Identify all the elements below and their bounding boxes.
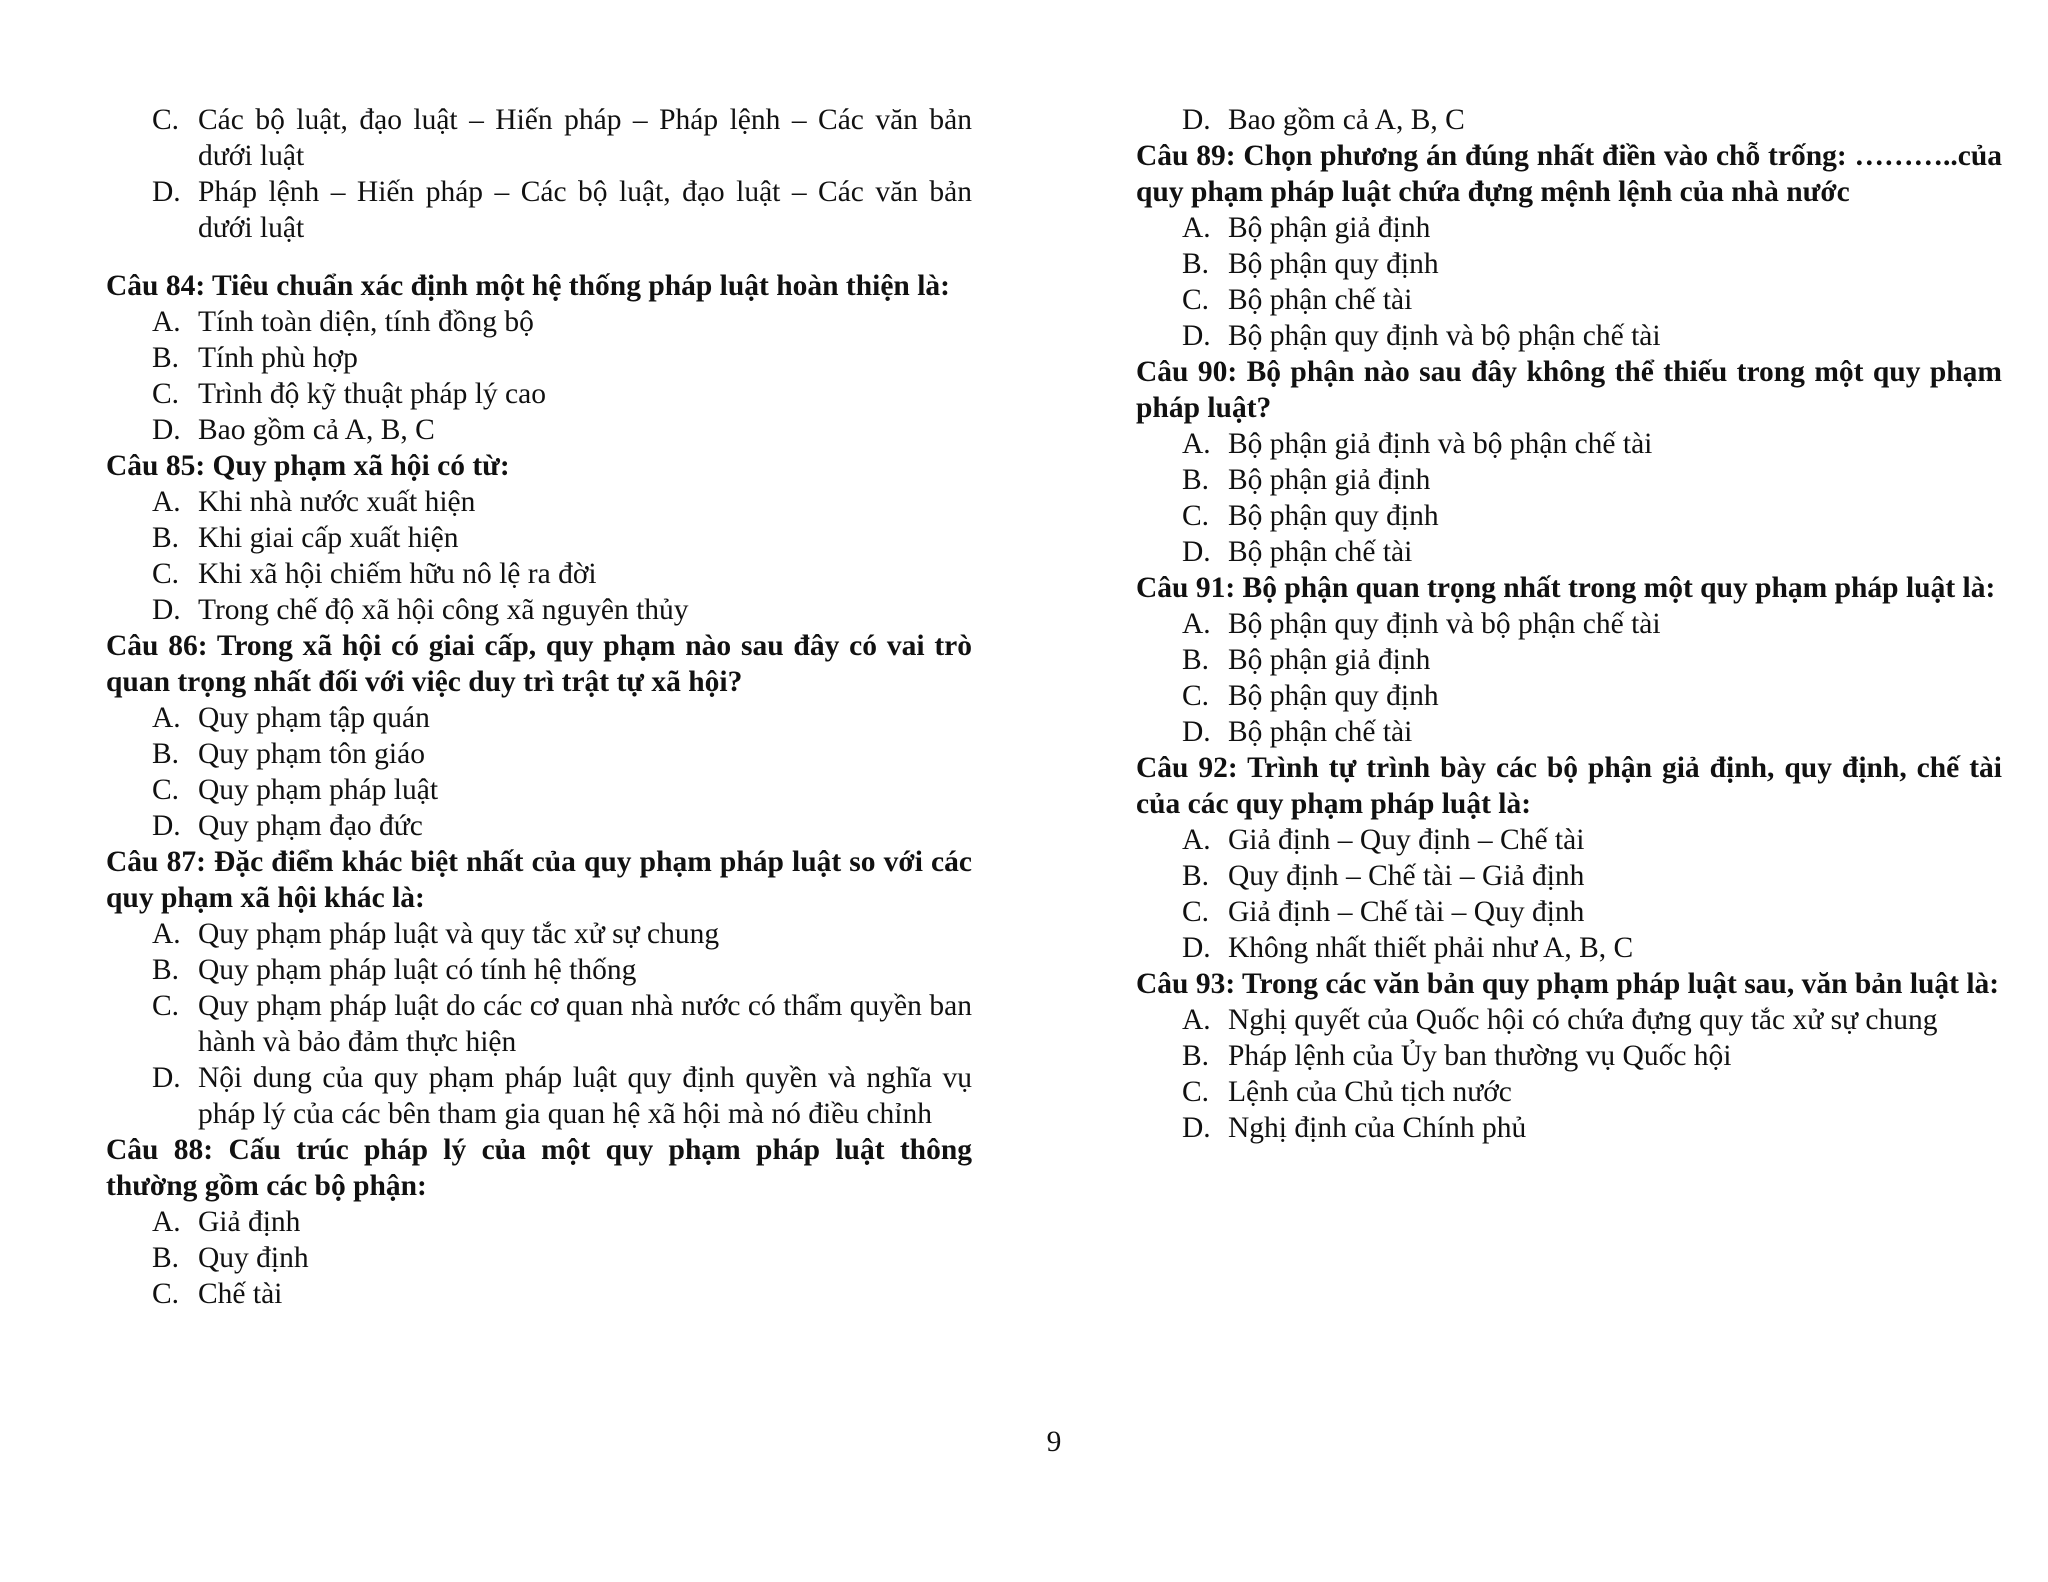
option-letter: B. bbox=[1182, 860, 1210, 892]
q90-option-b bbox=[1136, 462, 2002, 498]
option-text: Các bộ luật, đạo luật – Hiến pháp – Pháp lệnh – Các văn bản dưới luật bbox=[198, 104, 972, 172]
q93-option-b bbox=[1136, 1038, 2002, 1074]
q89-option-c bbox=[1136, 282, 2002, 318]
q89-option-b bbox=[1136, 246, 2002, 282]
option-text: Bộ phận quy định và bộ phận chế tài bbox=[1228, 320, 1661, 352]
option-letter: D. bbox=[1182, 716, 1211, 748]
q85-option-a bbox=[106, 484, 972, 520]
option-text: Tính phù hợp bbox=[198, 342, 358, 374]
q93-option-a bbox=[1136, 1002, 2002, 1038]
q87-option-b bbox=[106, 952, 972, 988]
option-text: Quy phạm pháp luật và quy tắc xử sự chung bbox=[198, 918, 720, 950]
option-letter: A. bbox=[152, 306, 181, 338]
option-text: Trong chế độ xã hội công xã nguyên thủy bbox=[198, 594, 689, 626]
option-text: Lệnh của Chủ tịch nước bbox=[1228, 1076, 1512, 1108]
option-text: Nghị định của Chính phủ bbox=[1228, 1112, 1527, 1144]
q84-option-d bbox=[106, 412, 972, 448]
option-text: Nghị quyết của Quốc hội có chứa đựng quy tắc xử sự chung bbox=[1228, 1004, 1938, 1036]
option-letter: B. bbox=[152, 738, 180, 770]
option-text: Pháp lệnh của Ủy ban thường vụ Quốc hội bbox=[1228, 1040, 1732, 1072]
option-letter: C. bbox=[152, 774, 180, 806]
q86-option-b bbox=[106, 736, 972, 772]
option-text: Bộ phận quy định bbox=[1228, 248, 1439, 280]
q88-option-c bbox=[106, 1276, 972, 1312]
option-letter: B. bbox=[1182, 644, 1210, 676]
option-text: Quy phạm pháp luật do các cơ quan nhà nước có thẩm quyền ban hành và bảo đảm thực hiện bbox=[198, 990, 972, 1058]
question-93: Câu 93: Trong các văn bản quy phạm pháp luật sau, văn bản luật là: bbox=[1136, 968, 2000, 1000]
option-text: Khi giai cấp xuất hiện bbox=[198, 522, 459, 554]
q87-option-d bbox=[106, 1060, 972, 1132]
option-letter: D. bbox=[1182, 104, 1211, 136]
option-text: Bộ phận chế tài bbox=[1228, 284, 1413, 316]
option-text: Giả định – Chế tài – Quy định bbox=[1228, 896, 1585, 928]
option-text: Bộ phận quy định bbox=[1228, 680, 1439, 712]
q89-option-a bbox=[1136, 210, 2002, 246]
option-text: Quy phạm pháp luật bbox=[198, 774, 439, 806]
question-88: Câu 88: Cấu trúc pháp lý của một quy phạm pháp luật thông thường gồm các bộ phận: bbox=[106, 1134, 972, 1202]
option-text: Bao gồm cả A, B, C bbox=[1228, 104, 1465, 136]
q87-option-c bbox=[106, 988, 972, 1060]
option-letter: B. bbox=[152, 1242, 180, 1274]
q90-option-a bbox=[1136, 426, 2002, 462]
option-text: Bộ phận giả định bbox=[1228, 464, 1431, 496]
option-text: Bộ phận quy định bbox=[1228, 500, 1439, 532]
option-c-prev-question bbox=[106, 102, 972, 174]
option-text: Pháp lệnh – Hiến pháp – Các bộ luật, đạo luật – Các văn bản dưới luật bbox=[198, 176, 972, 244]
question-92: Câu 92: Trình tự trình bày các bộ phận giả định, quy định, chế tài của các quy phạm pháp luật là: bbox=[1136, 752, 2002, 820]
option-text: Bao gồm cả A, B, C bbox=[198, 414, 435, 446]
option-letter: C. bbox=[1182, 284, 1210, 316]
q85-option-d bbox=[106, 592, 972, 628]
option-letter: B. bbox=[1182, 1040, 1210, 1072]
option-text: Quy phạm tôn giáo bbox=[198, 738, 425, 770]
option-letter: C. bbox=[152, 1278, 180, 1310]
q88-option-a bbox=[106, 1204, 972, 1240]
option-letter: B. bbox=[1182, 248, 1210, 280]
option-text: Bộ phận chế tài bbox=[1228, 716, 1413, 748]
right-column bbox=[1136, 102, 2002, 1146]
option-text: Chế tài bbox=[198, 1278, 283, 1310]
option-letter: A. bbox=[152, 918, 181, 950]
option-letter: B. bbox=[152, 954, 180, 986]
option-letter: A. bbox=[152, 486, 181, 518]
option-letter: D. bbox=[1182, 932, 1211, 964]
option-letter: C. bbox=[152, 990, 180, 1022]
q91-option-d bbox=[1136, 714, 2002, 750]
q84-option-a bbox=[106, 304, 972, 340]
option-d-q88 bbox=[1136, 102, 2002, 138]
option-text: Nội dung của quy phạm pháp luật quy định quyền và nghĩa vụ pháp lý của các bên tham gia quan hệ xã hội mà nó điều chỉnh bbox=[198, 1062, 972, 1130]
q88-option-b bbox=[106, 1240, 972, 1276]
option-letter: C. bbox=[1182, 896, 1210, 928]
option-letter: D. bbox=[152, 176, 181, 208]
option-text: Giả định bbox=[198, 1206, 301, 1238]
q92-option-a bbox=[1136, 822, 2002, 858]
q84-option-b bbox=[106, 340, 972, 376]
option-letter: C. bbox=[1182, 500, 1210, 532]
option-letter: A. bbox=[1182, 824, 1211, 856]
question-87: Câu 87: Đặc điểm khác biệt nhất của quy phạm pháp luật so với các quy phạm xã hội khác là: bbox=[106, 846, 972, 914]
q86-option-a bbox=[106, 700, 972, 736]
option-text: Trình độ kỹ thuật pháp lý cao bbox=[198, 378, 546, 410]
q93-option-d bbox=[1136, 1110, 2002, 1146]
option-text: Bộ phận chế tài bbox=[1228, 536, 1413, 568]
q90-option-c bbox=[1136, 498, 2002, 534]
question-84: Câu 84: Tiêu chuẩn xác định một hệ thống pháp luật hoàn thiện là: bbox=[106, 270, 950, 302]
option-text: Bộ phận quy định và bộ phận chế tài bbox=[1228, 608, 1661, 640]
option-text: Khi xã hội chiếm hữu nô lệ ra đời bbox=[198, 558, 597, 590]
question-90: Câu 90: Bộ phận nào sau đây không thể thiếu trong một quy phạm pháp luật? bbox=[1136, 356, 2002, 424]
option-letter: D. bbox=[152, 1062, 181, 1094]
option-letter: C. bbox=[1182, 680, 1210, 712]
q91-option-c bbox=[1136, 678, 2002, 714]
q85-option-b bbox=[106, 520, 972, 556]
q89-option-d bbox=[1136, 318, 2002, 354]
spacer bbox=[106, 246, 972, 268]
q86-option-c bbox=[106, 772, 972, 808]
option-text: Bộ phận giả định và bộ phận chế tài bbox=[1228, 428, 1653, 460]
q87-option-a bbox=[106, 916, 972, 952]
question-85: Câu 85: Quy phạm xã hội có từ: bbox=[106, 450, 510, 482]
q86-option-d bbox=[106, 808, 972, 844]
q91-option-b bbox=[1136, 642, 2002, 678]
option-letter: D. bbox=[1182, 536, 1211, 568]
option-letter: B. bbox=[152, 342, 180, 374]
q84-option-c bbox=[106, 376, 972, 412]
option-letter: C. bbox=[152, 558, 180, 590]
option-text: Bộ phận giả định bbox=[1228, 644, 1431, 676]
question-86: Câu 86: Trong xã hội có giai cấp, quy phạm nào sau đây có vai trò quan trọng nhất đối với việc duy trì trật tự xã hội? bbox=[106, 630, 972, 698]
q92-option-c bbox=[1136, 894, 2002, 930]
option-letter: B. bbox=[1182, 464, 1210, 496]
option-letter: C. bbox=[1182, 1076, 1210, 1108]
option-text: Khi nhà nước xuất hiện bbox=[198, 486, 476, 518]
option-letter: D. bbox=[152, 810, 181, 842]
option-letter: D. bbox=[1182, 1112, 1211, 1144]
option-letter: D. bbox=[1182, 320, 1211, 352]
option-letter: D. bbox=[152, 414, 181, 446]
page-number: 9 bbox=[1046, 1426, 1062, 1458]
option-letter: A. bbox=[1182, 1004, 1211, 1036]
option-text: Quy phạm pháp luật có tính hệ thống bbox=[198, 954, 637, 986]
q85-option-c bbox=[106, 556, 972, 592]
option-text: Bộ phận giả định bbox=[1228, 212, 1431, 244]
option-letter: A. bbox=[1182, 428, 1211, 460]
q91-option-a bbox=[1136, 606, 2002, 642]
option-text: Tính toàn diện, tính đồng bộ bbox=[198, 306, 534, 338]
option-text: Không nhất thiết phải như A, B, C bbox=[1228, 932, 1634, 964]
option-letter: A. bbox=[152, 702, 181, 734]
option-letter: C. bbox=[152, 104, 180, 136]
option-text: Quy phạm tập quán bbox=[198, 702, 430, 734]
question-91: Câu 91: Bộ phận quan trọng nhất trong một quy phạm pháp luật là: bbox=[1136, 572, 1996, 604]
left-column bbox=[106, 102, 972, 1312]
option-text: Quy định – Chế tài – Giả định bbox=[1228, 860, 1585, 892]
option-d-prev-question bbox=[106, 174, 972, 246]
option-letter: C. bbox=[152, 378, 180, 410]
option-letter: A. bbox=[1182, 608, 1211, 640]
option-text: Giả định – Quy định – Chế tài bbox=[1228, 824, 1585, 856]
option-letter: A. bbox=[152, 1206, 181, 1238]
q90-option-d bbox=[1136, 534, 2002, 570]
option-letter: D. bbox=[152, 594, 181, 626]
option-text: Quy định bbox=[198, 1242, 309, 1274]
option-letter: B. bbox=[152, 522, 180, 554]
q93-option-c bbox=[1136, 1074, 2002, 1110]
question-89: Câu 89: Chọn phương án đúng nhất điền vào chỗ trống: ………..của quy phạm pháp luật chứa đựng mệnh lệnh của nhà nước bbox=[1136, 140, 2002, 208]
option-text: Quy phạm đạo đức bbox=[198, 810, 423, 842]
q92-option-b bbox=[1136, 858, 2002, 894]
option-letter: A. bbox=[1182, 212, 1211, 244]
q92-option-d bbox=[1136, 930, 2002, 966]
